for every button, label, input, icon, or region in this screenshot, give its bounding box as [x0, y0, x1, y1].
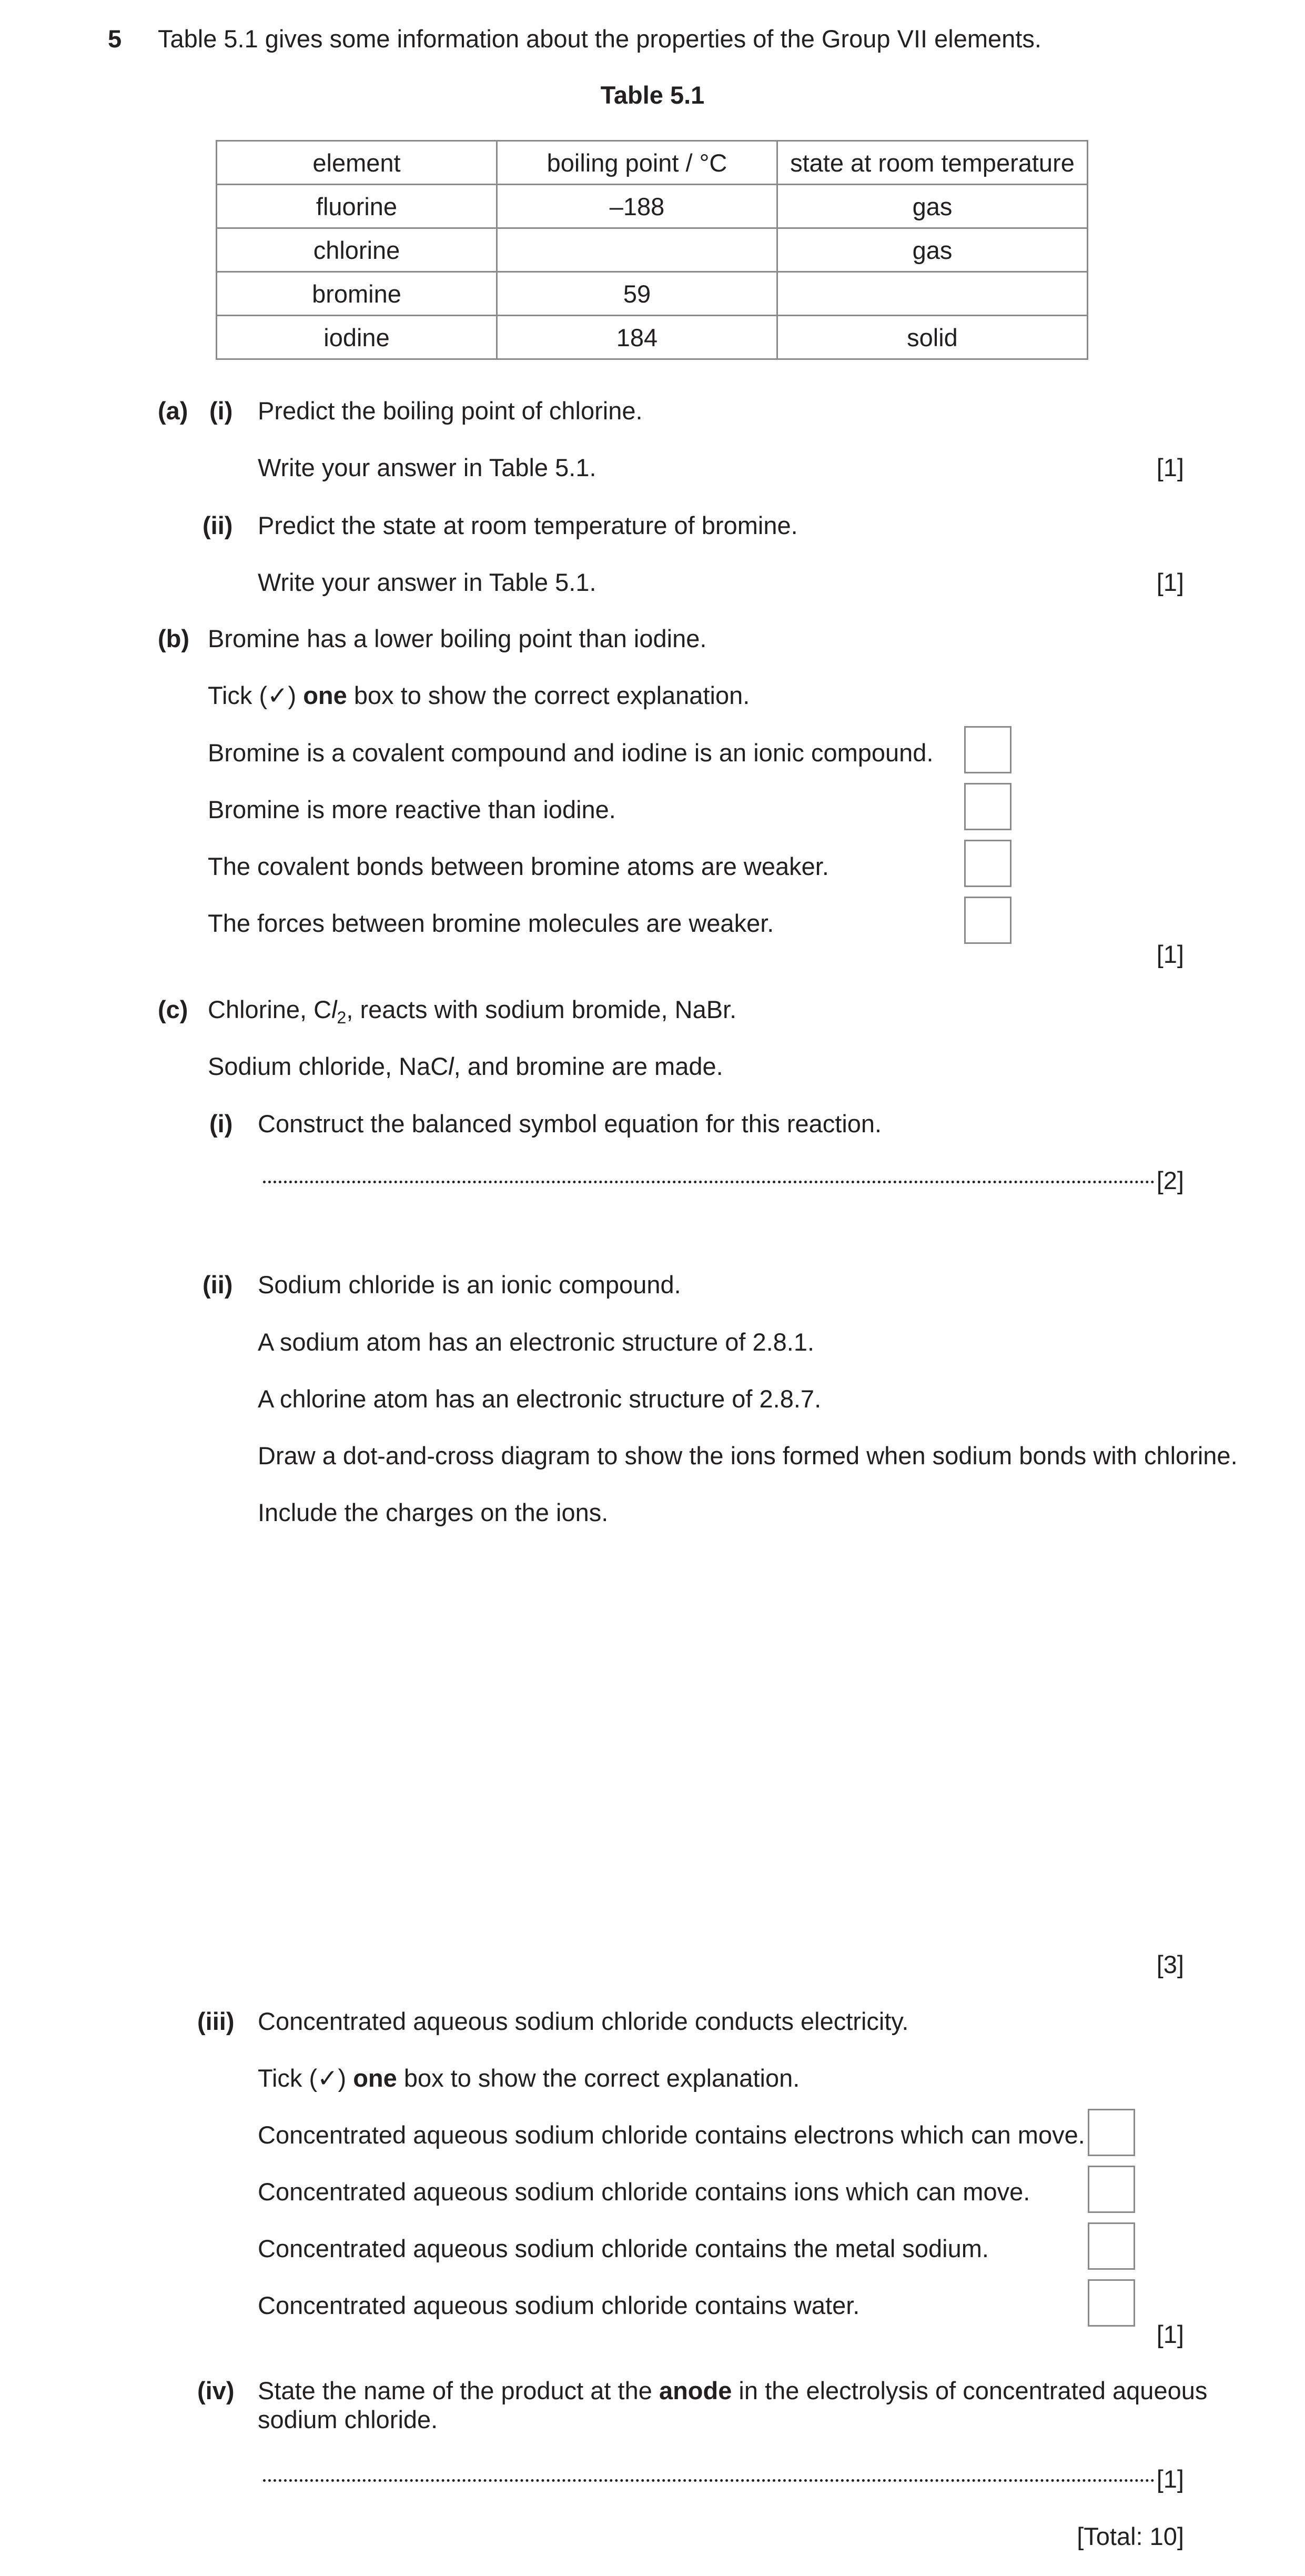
tick-instruction-emphasis: one: [303, 681, 347, 709]
table-row: [217, 185, 1088, 228]
part-c-iii-option-label: Concentrated aqueous sodium chloride contains the metal sodium.: [258, 2235, 989, 2262]
part-b-option-checkbox[interactable]: [964, 726, 1011, 773]
part-b-tick-instruction: [208, 683, 750, 708]
part-a-i-text: Predict the boiling point of chlorine.: [258, 397, 643, 425]
part-c-iv-marks: [1]: [1156, 2465, 1184, 2493]
table-cell: bromine: [217, 272, 497, 316]
table-header-cell: boiling point / °C: [497, 141, 777, 185]
part-c-iii-tick-instruction: [258, 2066, 800, 2090]
part-c-iii-option-label: Concentrated aqueous sodium chloride contains water.: [258, 2291, 860, 2319]
part-c-line1-subscript: 2: [337, 1008, 347, 1027]
part-a-ii-marks: [1]: [1156, 568, 1184, 596]
part-c-iii-label: (iii): [197, 2007, 235, 2035]
part-c-i-answer-line[interactable]: [263, 1181, 1155, 1183]
part-c-i-marks: [2]: [1156, 1166, 1184, 1194]
part-c-ii-line: Draw a dot-and-cross diagram to show the ions formed when sodium bonds with chlorine.: [258, 1442, 1238, 1470]
table-header-cell: element: [217, 141, 497, 185]
part-c-line2-italic: l: [448, 1052, 454, 1080]
part-c-iii-option-checkbox[interactable]: [1088, 2166, 1135, 2213]
part-c-iii-marks: [1]: [1156, 2320, 1184, 2348]
question-total-marks: [Total: 10]: [1077, 2522, 1184, 2550]
part-c-ii-line: A sodium atom has an electronic structure of 2.8.1.: [258, 1328, 815, 1356]
part-a-i-marks: [1]: [1156, 454, 1184, 481]
properties-table: [216, 140, 1088, 360]
part-a-i-label: (i): [209, 397, 233, 425]
part-c-ii-marks: [3]: [1156, 1950, 1184, 1978]
question-number: 5: [108, 25, 122, 53]
part-a-ii-label: (ii): [203, 511, 233, 539]
part-a-label: (a): [158, 397, 188, 425]
part-b-option-label: The covalent bonds between bromine atoms are weaker.: [208, 852, 829, 880]
part-b-option-checkbox[interactable]: [964, 897, 1011, 944]
answer-cell-bromine-state[interactable]: [777, 272, 1088, 316]
part-c-iii-option-label: Concentrated aqueous sodium chloride contains electrons which can move.: [258, 2121, 1085, 2149]
part-c-iv-text-part: in the electrolysis of concentrated aqueous: [732, 2377, 1208, 2404]
table-cell: iodine: [217, 316, 497, 359]
tick-instruction-text: box to show the correct explanation.: [347, 681, 750, 709]
part-b-option-label: Bromine is a covalent compound and iodine is an ionic compound.: [208, 739, 934, 767]
table-cell: fluorine: [217, 185, 497, 228]
part-c-iv-answer-line[interactable]: [263, 2479, 1155, 2482]
part-c-iv-text: [258, 2378, 1207, 2403]
part-b-option-checkbox[interactable]: [964, 783, 1011, 830]
part-c-line1: [208, 995, 737, 1027]
part-c-line1-text: , reacts with sodium bromide, NaBr.: [346, 995, 737, 1023]
part-b-option-label: Bromine is more reactive than iodine.: [208, 796, 616, 823]
part-c-ii-line: Sodium chloride is an ionic compound.: [258, 1271, 681, 1299]
tick-instruction-text: Tick (✓): [208, 681, 304, 709]
table-cell: 184: [497, 316, 777, 359]
table-cell: gas: [777, 185, 1088, 228]
part-b-option-label: The forces between bromine molecules are weaker.: [208, 909, 774, 937]
part-c-iv-text-part: State the name of the product at the: [258, 2377, 659, 2404]
table-cell: –188: [497, 185, 777, 228]
tick-instruction-text: Tick (✓): [258, 2064, 353, 2092]
part-c-iv-label: (iv): [197, 2377, 235, 2404]
part-a-ii-instruction: Write your answer in Table 5.1.: [258, 568, 596, 596]
table-header-row: [217, 141, 1088, 185]
part-a-ii-text: Predict the state at room temperature of bromine.: [258, 511, 798, 539]
answer-cell-chlorine-boiling-point[interactable]: [497, 228, 777, 272]
part-c-i-label: (i): [209, 1110, 233, 1138]
part-c-iv-text-line2: sodium chloride.: [258, 2406, 438, 2433]
part-b-marks: [1]: [1156, 940, 1184, 968]
part-c-ii-line: Include the charges on the ions.: [258, 1498, 609, 1526]
part-c-iii-option-label: Concentrated aqueous sodium chloride contains ions which can move.: [258, 2178, 1030, 2206]
table-cell: gas: [777, 228, 1088, 272]
table-cell: chlorine: [217, 228, 497, 272]
diagram-answer-space[interactable]: [258, 1542, 1183, 1941]
table-caption: Table 5.1: [600, 81, 705, 109]
part-c-ii-label: (ii): [203, 1271, 233, 1299]
table-cell: solid: [777, 316, 1088, 359]
table-header-cell: state at room temperature: [777, 141, 1088, 185]
part-c-iv-emphasis: anode: [659, 2377, 732, 2404]
part-c-iii-option-checkbox[interactable]: [1088, 2279, 1135, 2327]
tick-instruction-emphasis: one: [353, 2064, 397, 2092]
part-c-ii-line: A chlorine atom has an electronic structure of 2.8.7.: [258, 1385, 822, 1413]
part-c-iii-option-checkbox[interactable]: [1088, 2109, 1135, 2156]
question-intro: Table 5.1 gives some information about the properties of the Group VII elements.: [158, 25, 1041, 53]
table-row: [217, 316, 1088, 359]
table-row: [217, 228, 1088, 272]
part-b-label: (b): [158, 625, 190, 652]
part-c-iii-option-checkbox[interactable]: [1088, 2222, 1135, 2270]
part-b-option-checkbox[interactable]: [964, 840, 1011, 887]
part-c-i-text: Construct the balanced symbol equation for this reaction.: [258, 1110, 882, 1138]
table-row: [217, 272, 1088, 316]
part-c-label: (c): [158, 995, 188, 1023]
part-c-line2-text: , and bromine are made.: [453, 1052, 723, 1080]
tick-instruction-text: box to show the correct explanation.: [397, 2064, 800, 2092]
part-c-iii-text: Concentrated aqueous sodium chloride conducts electricity.: [258, 2007, 909, 2035]
table-cell: 59: [497, 272, 777, 316]
part-c-line1-text: Chlorine, C: [208, 995, 332, 1023]
part-b-text: Bromine has a lower boiling point than iodine.: [208, 625, 707, 652]
part-c-line2: [208, 1054, 723, 1079]
part-c-line1-italic: l: [331, 995, 337, 1023]
part-c-line2-text: Sodium chloride, NaC: [208, 1052, 449, 1080]
part-a-i-instruction: Write your answer in Table 5.1.: [258, 454, 596, 481]
